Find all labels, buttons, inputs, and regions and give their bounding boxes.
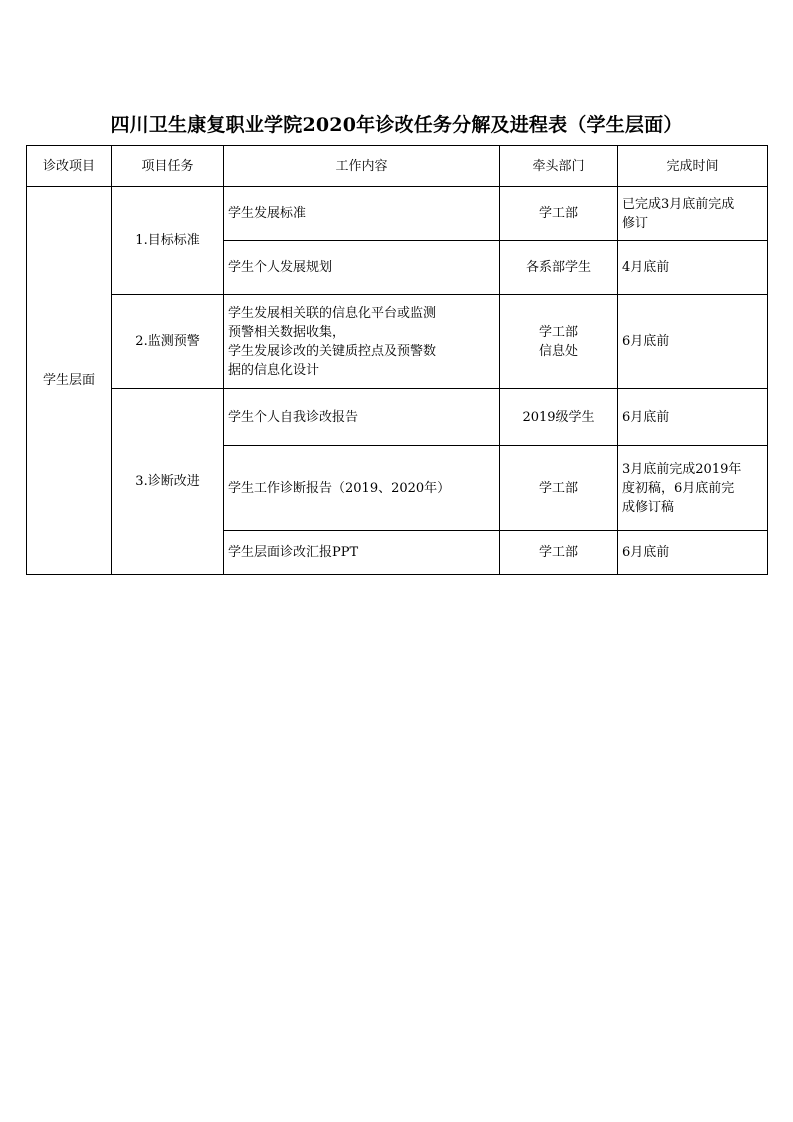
dept-cell: 学工部	[500, 446, 618, 531]
task-table	[26, 145, 768, 575]
table-row	[27, 295, 768, 389]
time-cell: 6月底前	[618, 389, 768, 446]
dept-cell: 2019级学生	[500, 389, 618, 446]
time-cell: 4月底前	[618, 241, 768, 295]
time-cell: 3月底前完成2019年 度初稿，6月底前完 成修订稿	[618, 446, 768, 531]
header-task: 项目任务	[112, 146, 224, 187]
dept-cell: 各系部学生	[500, 241, 618, 295]
time-cell: 6月底前	[618, 531, 768, 575]
table-row	[27, 187, 768, 241]
content-cell: 学生层面诊改汇报PPT	[224, 531, 500, 575]
task-cell: 1.目标标准	[112, 187, 224, 295]
content-cell: 学生个人发展规划	[224, 241, 500, 295]
content-cell: 学生工作诊断报告（2019、2020年）	[224, 446, 500, 531]
content-cell: 学生个人自我诊改报告	[224, 389, 500, 446]
project-cell: 学生层面	[27, 187, 112, 575]
time-cell: 已完成3月底前完成 修订	[618, 187, 768, 241]
header-project: 诊改项目	[27, 146, 112, 187]
header-time: 完成时间	[618, 146, 768, 187]
header-content: 工作内容	[224, 146, 500, 187]
task-cell: 3.诊断改进	[112, 389, 224, 575]
task-cell: 2.监测预警	[112, 295, 224, 389]
time-cell: 6月底前	[618, 295, 768, 389]
table-row	[27, 389, 768, 446]
dept-cell: 学工部 信息处	[500, 295, 618, 389]
dept-cell: 学工部	[500, 531, 618, 575]
header-dept: 牵头部门	[500, 146, 618, 187]
content-cell: 学生发展标准	[224, 187, 500, 241]
dept-cell: 学工部	[500, 187, 618, 241]
content-cell: 学生发展相关联的信息化平台或监测 预警相关数据收集， 学生发展诊改的关键质控点及预警数 据的信息化设计	[224, 295, 500, 389]
table-header-row	[27, 146, 768, 187]
page-title: 四川卫生康复职业学院2020年诊改任务分解及进程表（学生层面）	[110, 114, 683, 136]
